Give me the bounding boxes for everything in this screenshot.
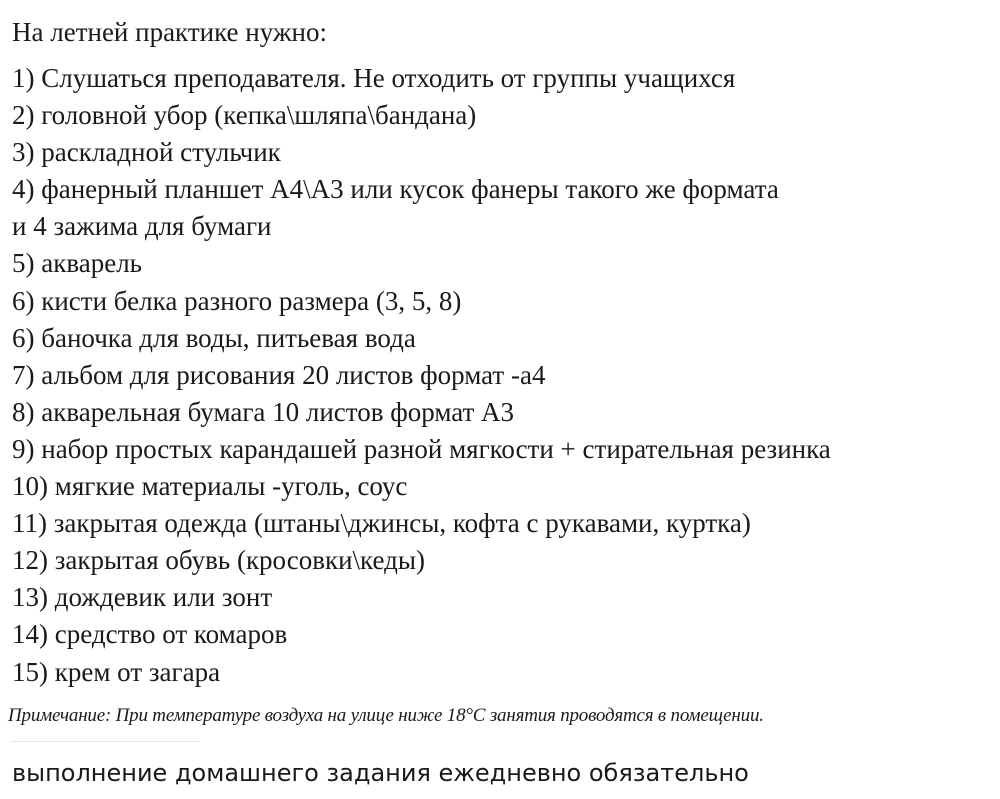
- list-item: 5) акварель: [12, 248, 142, 279]
- list-item: 1) Слушаться преподавателя. Не отходить от группы учащихся: [12, 63, 736, 93]
- list-item: 13) дождевик или зонт: [12, 582, 273, 613]
- list-item: и 4 зажима для бумаги: [12, 211, 272, 242]
- list-item: 14) средство от комаров: [12, 619, 288, 650]
- list-item: 15) крем от загара: [12, 656, 221, 687]
- list-item: 11) закрытая одежда (штаны\джинсы, кофта с рукавами, куртка): [12, 508, 751, 539]
- list-item: 4) фанерный планшет А4\А3 или кусок фанеры такого же формата: [12, 174, 779, 205]
- list-item: 10) мягкие материалы -уголь, соус: [12, 471, 408, 502]
- list-item: 6) баночка для воды, питьевая вода: [12, 322, 416, 353]
- list-item: 2) головной убор (кепка\шляпа\бандана): [12, 100, 477, 131]
- list-item: 7) альбом для рисования 20 листов формат -а4: [12, 359, 546, 390]
- temperature-note: Примечание: При температуре воздуха на улице ниже 18°С занятия проводятся в помещении.: [8, 705, 764, 726]
- list-item: 6) кисти белка разного размера (3, 5, 8): [12, 285, 462, 316]
- checklist: [12, 60, 831, 691]
- list-item: 9) набор простых карандашей разной мягкости + стирательная резинка: [12, 433, 831, 464]
- list-item: 3) раскладной стульчик: [12, 137, 281, 168]
- divider: [10, 741, 200, 742]
- document-heading: На летней практике нужно:: [12, 17, 327, 47]
- homework-footer: выполнение домашнего задания ежедневно обязательно: [12, 759, 749, 787]
- list-item: 8) акварельная бумага 10 листов формат А3: [12, 396, 515, 427]
- list-item: 12) закрытая обувь (кросовки\кеды): [12, 545, 425, 576]
